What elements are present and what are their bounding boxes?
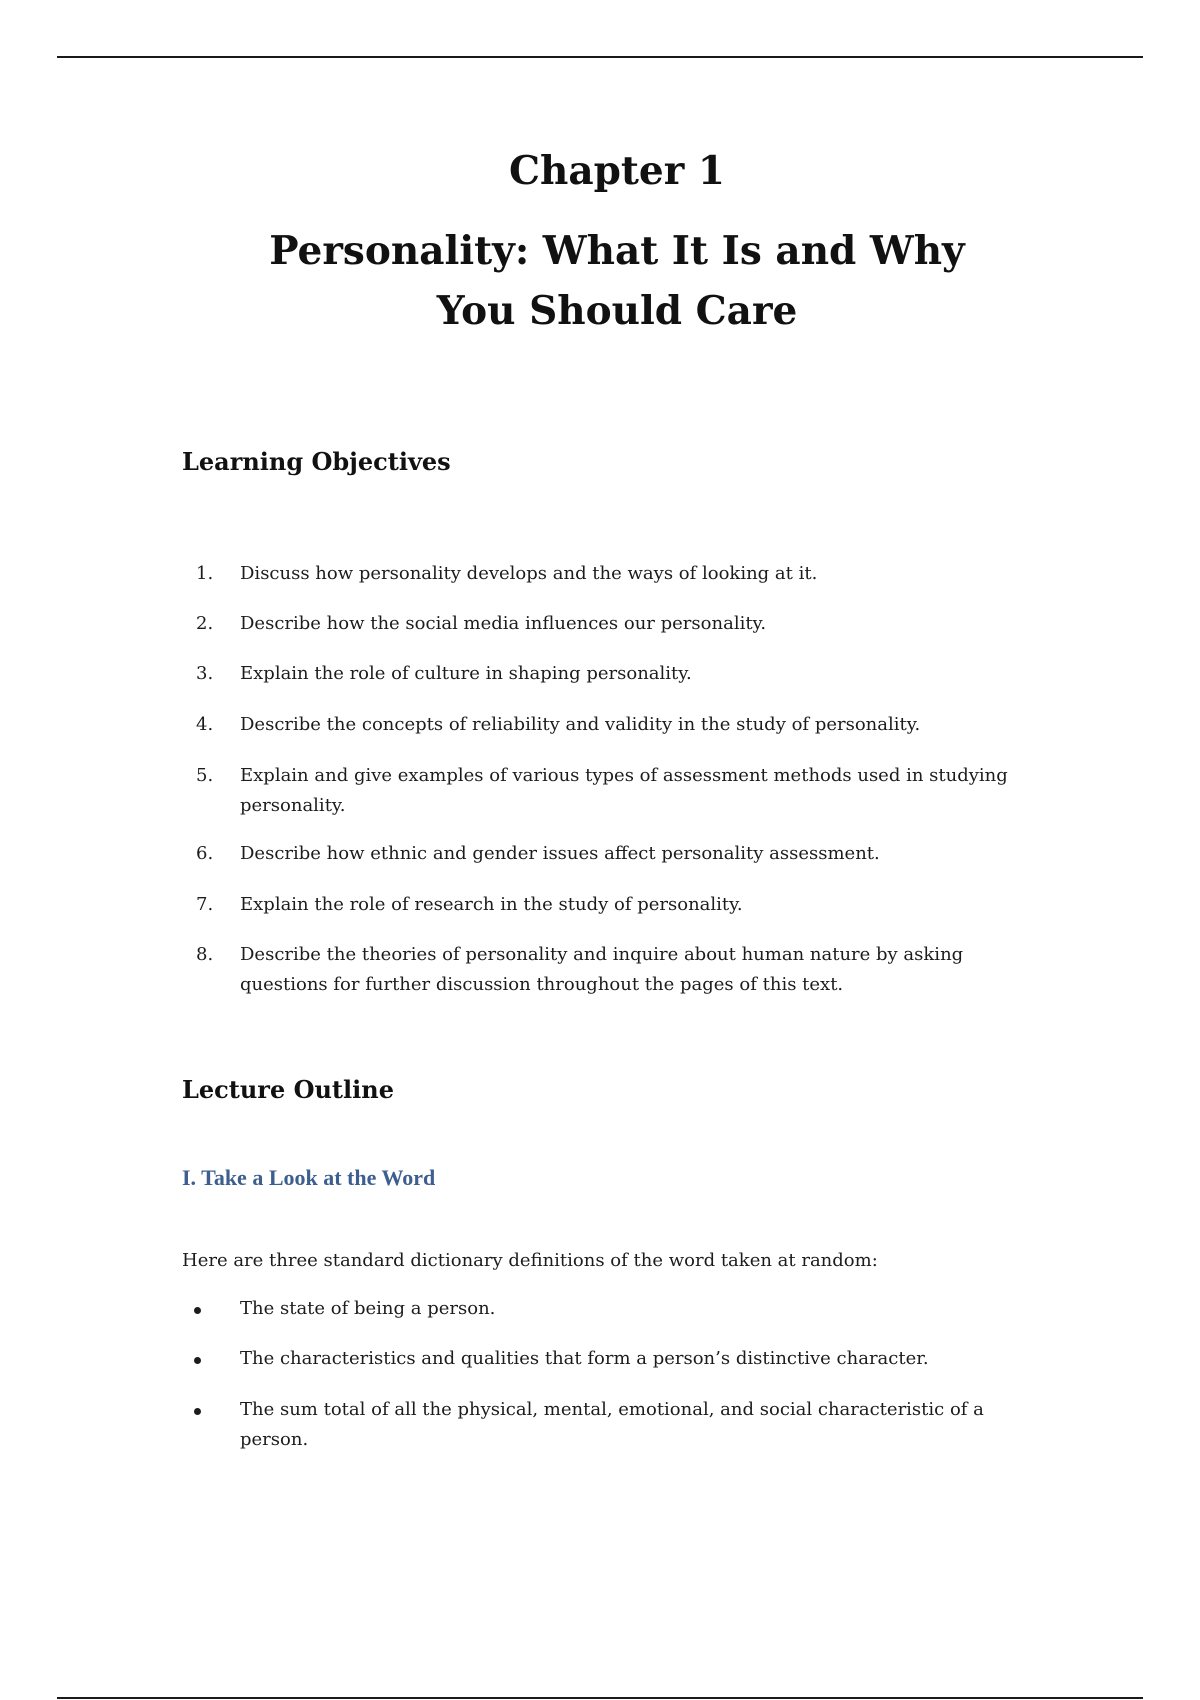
item-text: Describe the concepts of reliability and validity in the study of personality. [240,714,921,735]
item-text: Explain the role of research in the study of personality. [240,894,743,915]
bullet-icon [194,1307,201,1314]
intro-paragraph: Here are three standard dictionary definitions of the word taken at random: [182,1250,878,1271]
bullet-icon [194,1408,201,1415]
item-text: The characteristics and qualities that form a person’s distinctive character. [240,1348,929,1369]
top-rule [57,56,1143,58]
item-text: Describe the theories of personality and inquire about human nature by asking questions for further discussion throughout the pages of this text. [240,944,964,995]
chapter-label: Chapter 1 [508,148,726,194]
learning-objectives-heading: Learning Objectives [182,447,451,476]
page-title: Personality: What It Is and Why You Should Care [269,228,965,334]
item-number: 2. [196,613,214,634]
item-number: 8. [196,944,214,965]
item-text: Explain the role of culture in shaping personality. [240,663,692,684]
bottom-rule [57,1697,1143,1699]
item-number: 4. [196,714,214,735]
bullet-icon [194,1357,201,1364]
item-text: Discuss how personality develops and the ways of looking at it. [240,563,818,584]
item-number: 6. [196,843,214,864]
item-text: Describe how ethnic and gender issues affect personality assessment. [240,843,880,864]
item-text: The sum total of all the physical, mental, emotional, and social characteristic of a person. [240,1399,984,1450]
section-heading-take-a-look: I. Take a Look at the Word [182,1165,436,1190]
lecture-outline-heading: Lecture Outline [182,1075,394,1104]
item-text: Explain and give examples of various types of assessment methods used in studying personality. [240,765,1008,816]
item-text: The state of being a person. [240,1298,496,1319]
item-number: 1. [196,563,214,584]
item-number: 3. [196,663,214,684]
item-text: Describe how the social media influences our personality. [240,613,767,634]
item-number: 7. [196,894,214,915]
item-number: 5. [196,765,214,786]
